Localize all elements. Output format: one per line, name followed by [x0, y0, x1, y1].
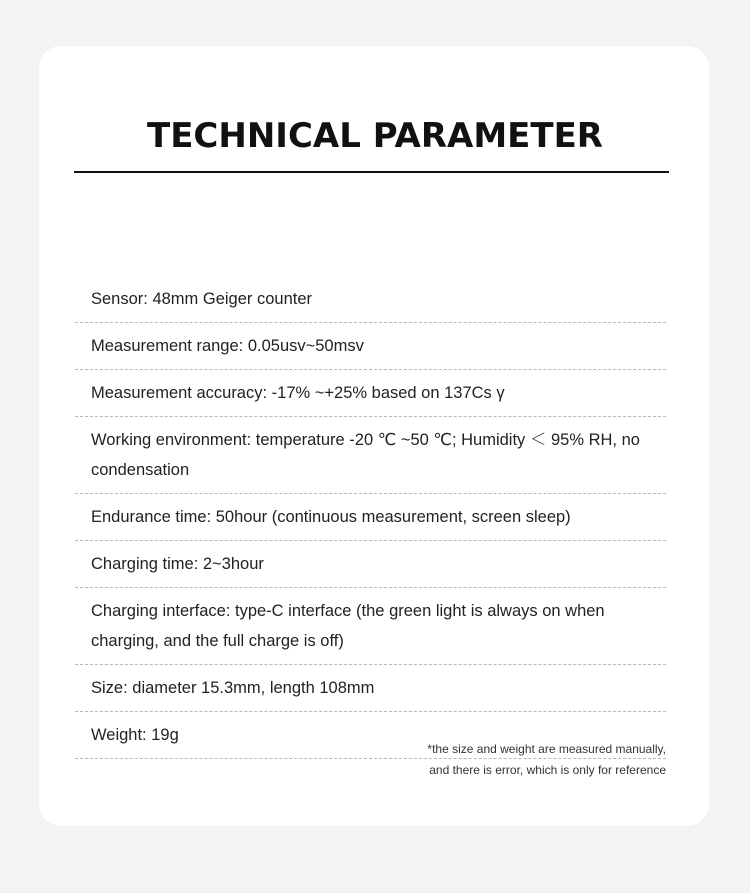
param-charging-interface: Charging interface: type-C interface (the green light is always on when charging, and the full charge is off): [75, 588, 666, 665]
param-charging-time: Charging time: 2~3hour: [75, 541, 666, 588]
param-endurance-time: Endurance time: 50hour (continuous measurement, screen sleep): [75, 494, 666, 541]
parameter-list: [75, 276, 666, 759]
param-measurement-range: Measurement range: 0.05usv~50msv: [75, 323, 666, 370]
footnote-line-1: *the size and weight are measured manually,: [427, 742, 666, 756]
param-weight: Weight: 19g: [75, 712, 666, 759]
param-sensor: Sensor: 48mm Geiger counter: [75, 276, 666, 323]
param-measurement-accuracy: Measurement accuracy: -17% ~+25% based on 137Cs γ: [75, 370, 666, 417]
param-working-environment: Working environment: temperature -20 ℃ ~50 ℃; Humidity ＜ 95% RH, no condensation: [75, 417, 666, 494]
title-underline: [74, 171, 669, 173]
measurement-footnote: [427, 739, 666, 781]
page-title: TECHNICAL PARAMETER: [147, 116, 603, 156]
param-size: Size: diameter 15.3mm, length 108mm: [75, 665, 666, 712]
footnote-line-2: and there is error, which is only for reference: [429, 763, 666, 777]
